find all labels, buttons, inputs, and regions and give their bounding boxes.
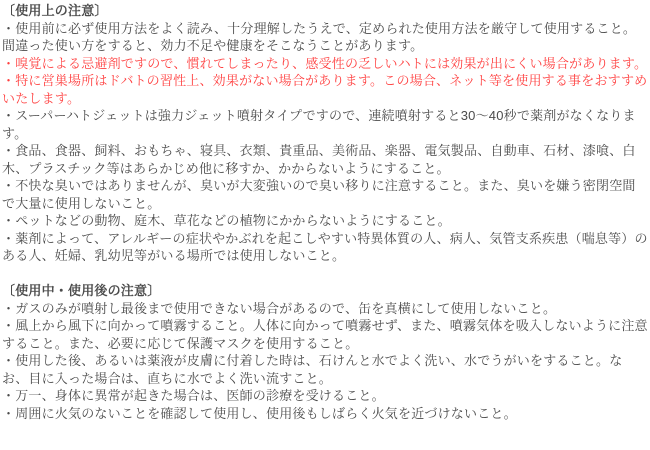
notice-section [2,2,648,265]
notice-item: ・薬剤によって、アレルギーの症状やかぶれを起こしやすい特異体質の人、病人、気管支系疾患（喘息等）のある人、妊婦、乳幼児等がいる場所では使用しないこと。 [2,230,648,263]
notice-item-warning: ・特に営巣場所はドバトの習性上、効果がない場合があります。この場合、ネット等を使用する事をおすすめいたします。 [2,73,648,106]
notice-item: ・スーパーハトジェットは強力ジェット噴射タイプですので、連続噴射すると30～40秒で薬剤がなくなります。 [2,108,636,141]
notice-item: ・ペットなどの動物、庭木、草花などの植物にかからないようにすること。 [2,213,451,228]
notice-item: ・ガスのみが噴射し最後まで使用できない場合があるので、缶を真横にして使用しないこと。 [2,300,557,316]
notice-item: ・風上から風下に向かって噴霧すること。人体に向かって噴霧せず、また、噴霧気体を吸入しないように注意すること。また、必要に応じて保護マスクを使用すること。 [2,318,648,351]
notice-section [2,282,648,422]
notice-item: ・周囲に火気のないことを確認して使用し、使用後もしばらく火気を近づけないこと。 [2,405,517,421]
section-heading: 〔使用中・使用後の注意〕 [2,283,161,298]
notice-item-warning: ・嗅覚による忌避剤ですので、慣れてしまったり、感受性の乏しいハトには効果が出にくい場合があります。 [2,55,648,71]
notice-item: ・使用した後、あるいは薬液が皮膚に付着した時は、石けんと水でよく洗い、水でうがいをすること。なお、目に入った場合は、直ちに水でよく洗い流すこと。 [2,353,623,386]
document-body [2,2,648,422]
notice-item: ・万一、身体に異常が起きた場合は、医師の診療を受けること。 [2,388,385,403]
section-heading: 〔使用上の注意〕 [2,3,108,18]
notice-item: ・使用前に必ず使用方法をよく読み、十分理解したうえで、定められた使用方法を厳守して使用すること。間違った使い方をすると、効力不足や健康をそこなうことがあります。 [2,20,637,53]
notice-item: ・不快な臭いではありませんが、臭いが大変強いので臭い移りに注意すること。また、臭いを嫌う密閉空間で大量に使用しないこと。 [2,178,636,211]
notice-item: ・食品、食器、飼料、おもちゃ、寝具、衣類、貴重品、美術品、楽器、電気製品、自動車、石材、漆喰、白木、プラスチック等はあらかじめ他に移すか、かからないようにすること。 [2,143,636,176]
